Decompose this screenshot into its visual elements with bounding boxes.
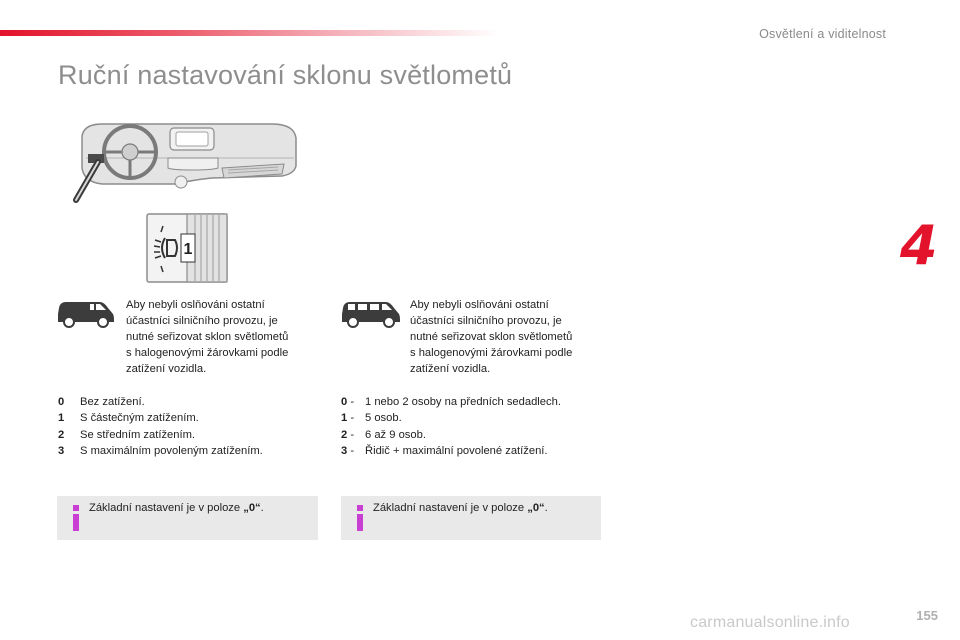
info-icon (69, 505, 83, 531)
note-line: s halogenovými žárovkami podle (410, 347, 573, 359)
info-text (89, 502, 264, 514)
note-line: Aby nebyli oslňováni ostatní (410, 299, 549, 311)
load-description: Se středním zatížením. (80, 428, 196, 441)
load-description: Řidič + maximální povolené zatížení. (365, 445, 548, 458)
info-text-suffix: . (260, 502, 264, 514)
load-number: 2 (341, 428, 348, 441)
load-number: 3 (341, 445, 348, 458)
load-separator: - (347, 428, 355, 441)
note-line: nutné seřizovat sklon světlometů (126, 331, 289, 343)
section-title: Osvětlení a viditelnost (759, 27, 886, 41)
left-info-box (57, 496, 318, 540)
load-list-item (341, 427, 561, 443)
note-line: nutné seřizovat sklon světlometů (410, 331, 573, 343)
page-title: Ruční nastavování sklonu světlometů (58, 60, 513, 90)
headlamp-leveling-knob (145, 212, 229, 284)
left-load-list (58, 394, 263, 460)
load-list-item (58, 443, 263, 459)
info-default-position: „0“ (527, 502, 545, 514)
info-text-prefix: Základní nastavení je v poloze (89, 502, 244, 514)
short-van-icon (56, 300, 116, 328)
chapter-number: 4 (900, 214, 938, 277)
load-position-number: 2 (58, 428, 65, 441)
load-position-number: 1 (58, 412, 65, 425)
load-list-item (341, 410, 561, 426)
page-number: 155 (916, 608, 938, 623)
load-description: S maximálním povoleným zatížením. (80, 445, 263, 458)
info-text (373, 502, 548, 514)
load-position-number (341, 394, 365, 410)
info-text-prefix: Základní nastavení je v poloze (373, 502, 528, 514)
load-separator: - (347, 445, 355, 458)
load-list-item (341, 443, 561, 459)
note-line: účastníci silničního provozu, je (126, 315, 278, 327)
dashboard-illustration (72, 118, 302, 204)
right-info-box (341, 496, 601, 540)
load-description: 5 osob. (365, 412, 402, 425)
load-list-item (58, 394, 263, 410)
info-icon (353, 505, 367, 531)
note-line: účastníci silničního provozu, je (410, 315, 562, 327)
right-load-list (341, 394, 561, 460)
left-load-note (126, 297, 288, 377)
info-default-position: „0“ (243, 502, 261, 514)
load-position-number (341, 410, 365, 426)
load-position-number (341, 427, 365, 443)
note-line: s halogenovými žárovkami podle (126, 347, 289, 359)
load-list-item (341, 394, 561, 410)
load-list-item (58, 410, 263, 426)
note-line: Aby nebyli oslňováni ostatní (126, 299, 265, 311)
load-description: Bez zatížení. (80, 396, 145, 408)
load-number: 0 (341, 396, 348, 408)
load-description: 6 až 9 osob. (365, 428, 426, 441)
knob-position-label: 1 (183, 241, 193, 258)
info-text-suffix: . (544, 502, 548, 514)
load-list-item (58, 427, 263, 443)
load-number: 1 (341, 412, 348, 425)
watermark-link[interactable]: carmanualsonline.info (690, 614, 850, 631)
passenger-van-icon (340, 300, 402, 328)
load-position-number: 3 (58, 445, 65, 458)
note-line: zatížení vozidla. (410, 363, 491, 375)
load-description: 1 nebo 2 osoby na předních sedadlech. (365, 396, 561, 408)
load-position-number (341, 443, 365, 459)
note-line: zatížení vozidla. (126, 363, 207, 375)
load-description: S částečným zatížením. (80, 412, 199, 425)
load-position-number: 0 (58, 396, 65, 408)
load-separator: - (347, 412, 355, 425)
header-accent-bar (0, 30, 500, 36)
load-separator: - (347, 396, 355, 408)
right-load-note (410, 297, 572, 377)
